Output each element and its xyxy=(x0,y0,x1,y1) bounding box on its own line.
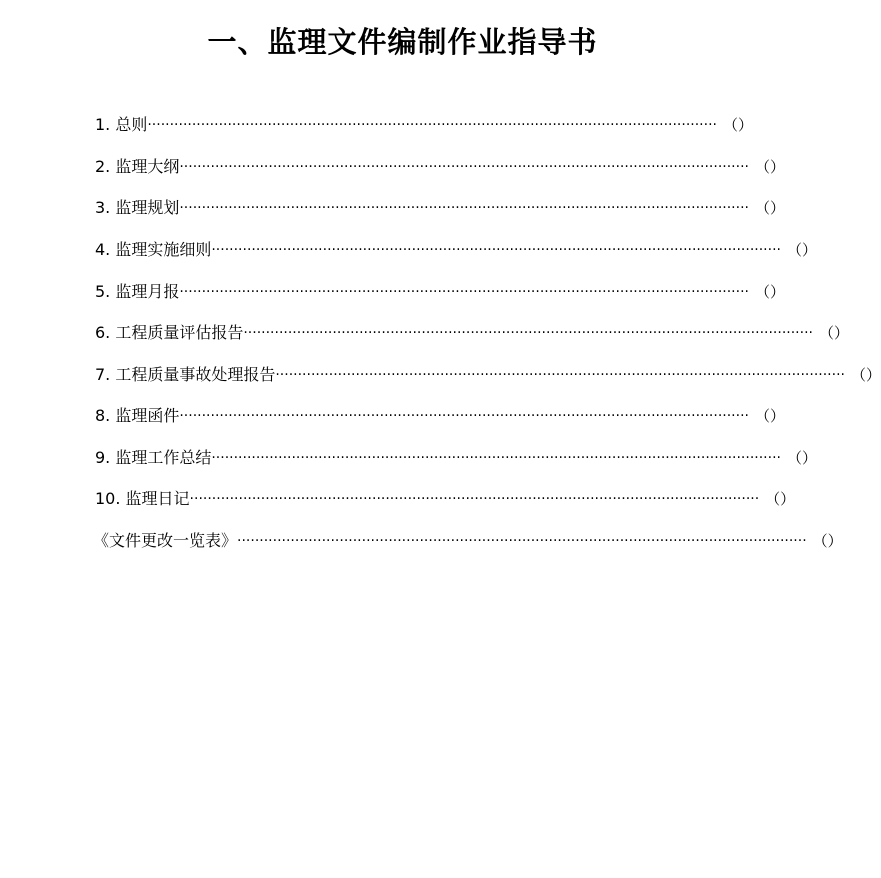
toc-page-number: （） xyxy=(786,449,817,467)
toc-page-number: （） xyxy=(850,366,881,384)
toc-leader-dots: ································································································································ xyxy=(211,450,781,466)
toc-item-1 xyxy=(95,113,753,137)
toc-page-number: （） xyxy=(754,283,785,301)
toc-page-number: （） xyxy=(786,241,817,259)
toc-item-7 xyxy=(95,363,881,387)
toc-leader-dots: ································································································································ xyxy=(189,491,760,507)
toc-item-label: 3. 监理规划 xyxy=(95,198,180,217)
toc-item-9 xyxy=(95,446,817,470)
toc-item-2 xyxy=(95,155,785,179)
toc-item-4 xyxy=(95,238,817,262)
toc-leader-dots: ································································································································ xyxy=(179,408,749,424)
toc-item-label: 5. 监理月报 xyxy=(95,282,180,301)
toc-item-5 xyxy=(95,280,785,304)
toc-item-8 xyxy=(95,404,785,428)
toc-item-label: 9. 监理工作总结 xyxy=(95,448,212,467)
document-title: 一、监理文件编制作业指导书 xyxy=(207,25,598,59)
toc-item-label: 4. 监理实施细则 xyxy=(95,240,212,259)
toc-item-label: 6. 工程质量评估报告 xyxy=(95,323,244,342)
toc-leader-dots: ································································································································ xyxy=(237,533,807,549)
toc-leader-dots: ································································································································ xyxy=(243,325,813,341)
toc-leader-dots: ································································································································ xyxy=(147,117,717,133)
toc-leader-dots: ································································································································ xyxy=(179,159,749,175)
toc-leader-dots: ································································································································ xyxy=(179,284,749,300)
toc-leader-dots: ································································································································ xyxy=(179,200,749,216)
toc-page-number: （） xyxy=(754,407,785,425)
toc-item-label: 《文件更改一览表》 xyxy=(93,531,238,550)
toc-item-10 xyxy=(95,487,796,511)
toc-item-label: 1. 总则 xyxy=(95,115,148,134)
toc-page-number: （） xyxy=(765,490,796,508)
toc-page-number: （） xyxy=(754,158,785,176)
toc-leader-dots: ································································································································ xyxy=(211,242,781,258)
toc-item-6 xyxy=(95,321,849,345)
toc-item-change-list xyxy=(93,529,843,553)
toc-page-number: （） xyxy=(812,532,843,550)
toc-item-label: 10. 监理日记 xyxy=(95,489,190,508)
toc-page-number: （） xyxy=(722,116,753,134)
toc-item-label: 8. 监理函件 xyxy=(95,406,180,425)
toc-page-number: （） xyxy=(818,324,849,342)
toc-item-3 xyxy=(95,196,785,220)
toc-item-label: 2. 监理大纲 xyxy=(95,157,180,176)
toc-page-number: （） xyxy=(754,199,785,217)
toc-item-label: 7. 工程质量事故处理报告 xyxy=(95,365,276,384)
toc-leader-dots: ································································································································ xyxy=(275,367,845,383)
